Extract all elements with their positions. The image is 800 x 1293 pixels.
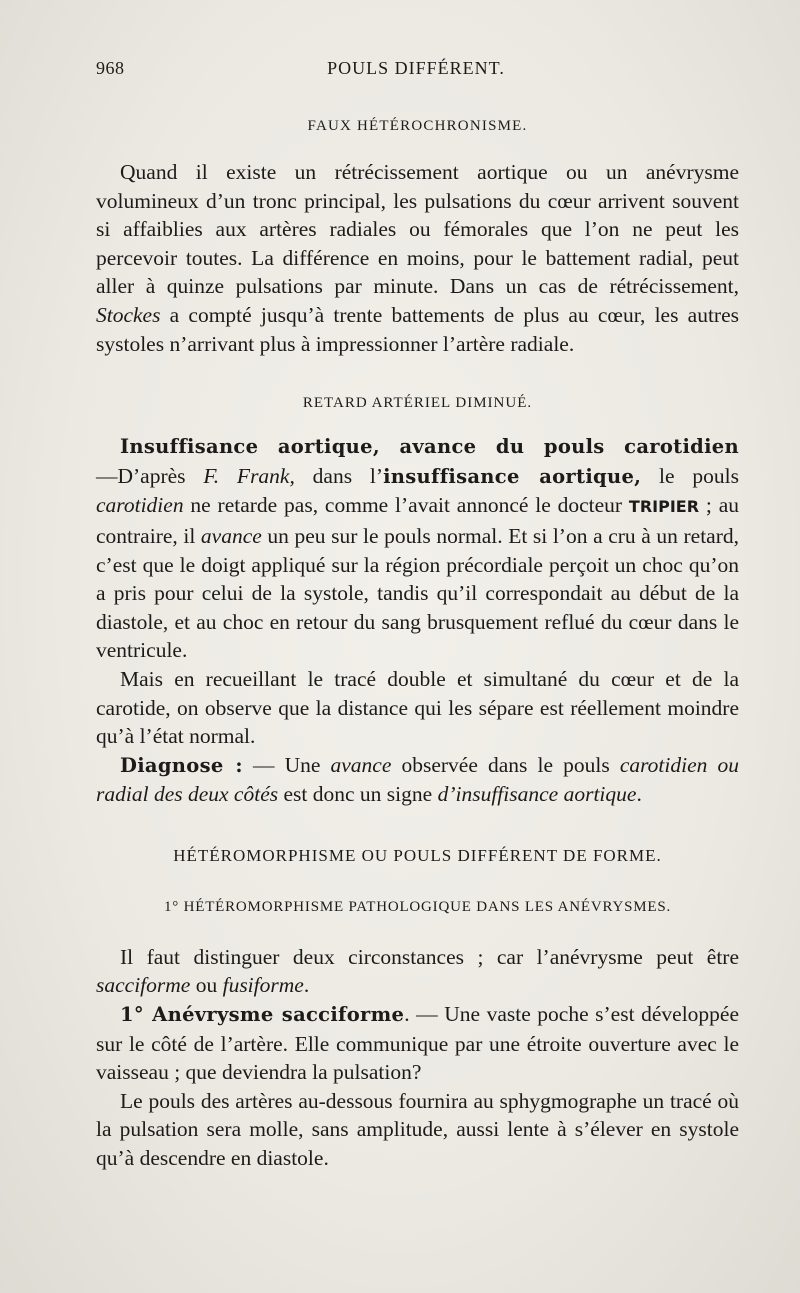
bold-term: 1° Anévrysme sacciforme — [120, 1003, 405, 1027]
italic-term: avance — [330, 752, 392, 777]
paragraph-text: un peu sur le pouls normal. Et si l’on a cru à un retard, c’est que le doigt appliqué sur la région précordiale perçoit un choc qu’on a pris pour celui de la systole, tandis qu’il correspondait au début de la diastole, et au choc en retour du sang brusquement reflué du cœur dans le ventricule. — [96, 523, 740, 663]
page-header — [96, 58, 736, 84]
section-heading-heteromorphisme: HÉTÉROMORPHISME OU POULS DIFFÉRENT DE FORME. — [173, 845, 662, 865]
paragraph: Le pouls des artères au-dessous fournira au sphygmographe un tracé où la pulsation sera molle, sans amplitude, aussi lente à s’élever en systole qu’à descendre en diastole. — [96, 1088, 739, 1171]
italic-term: carotidien — [96, 493, 184, 518]
paragraph-text: Il faut distinguer deux circonstances ; car l’anévrysme peut être — [120, 944, 739, 969]
paragraph-text: . — [636, 782, 642, 807]
paragraph-text: a compté jusqu’à trente battements de plus au cœur, les autres systoles n’arrivant plus à impressionner l’artère radiale. — [96, 302, 739, 356]
paragraph-text: Quand il existe un rétrécissement aortique ou un anévrysme volumineux d’un tronc principal, les pulsations du cœur arrivent souvent si affaiblies aux artères radiales ou fémorales que l’on ne peut les percevoir toutes. La différence en moins, pour le battement radial, peut aller à quinze pulsations par minute. Dans un cas de rétrécissement, — [96, 160, 739, 299]
subsection-heading-text: Insuffisance aortique, avance du pouls carotidien — [120, 435, 739, 459]
bold-term: Diagnose : — [120, 753, 243, 777]
author-name: F. Frank, — [203, 463, 295, 488]
italic-term: d’ — [437, 782, 456, 807]
subsection-heading-anevrysmes: 1° HÉTÉROMORPHISME PATHOLOGIQUE DANS LES ANÉVRYSMES. — [163, 898, 672, 915]
paragraph-text: ; au contraire, il — [96, 493, 739, 548]
paragraph-text: —D’après — [96, 463, 204, 488]
section-heading-faux-heterochronisme: FAUX HÉTÉROCHRONISME. — [307, 118, 528, 134]
page-number: 968 — [96, 58, 125, 78]
page-body — [96, 116, 739, 1173]
paragraph-text: observée dans le pouls — [391, 752, 620, 777]
running-head: POULS DIFFÉRENT. — [327, 58, 505, 78]
italic-term: insuffisance aortique — [455, 782, 637, 807]
paragraph — [96, 751, 739, 809]
subsection-heading — [96, 432, 739, 462]
italic-term: fusiforme — [222, 973, 304, 998]
italic-term: avance — [200, 523, 262, 548]
bold-term: insuffisance aortique, — [383, 464, 642, 488]
paragraph: Mais en recueillant le tracé double et simultané du cœur et de la carotide, on observe que la distance qui les sépare est réellement moindre qu’à l’état normal. — [96, 666, 739, 749]
paragraph-text: est donc un signe — [278, 782, 438, 807]
paragraph-text: . — [303, 973, 310, 998]
italic-term: ou radial des deux côtés — [96, 752, 739, 807]
paragraph-text: ou — [190, 973, 223, 998]
paragraph-text: . — Une vaste poche s’est développée sur le côté de l’artère. Elle communique par une étroite ouverture avec le vaisseau ; que deviendra la pulsation? — [96, 1002, 739, 1085]
paragraph — [96, 943, 739, 1000]
section-heading-retard-arteriel: RETARD ARTÉRIEL DIMINUÉ. — [302, 395, 533, 412]
paragraph-text: — Une — [242, 752, 331, 777]
author-name: TRIPIER — [628, 497, 700, 517]
paragraph-text: ne retarde pas, comme l’avait annoncé le docteur — [183, 493, 629, 518]
paragraph — [96, 462, 739, 665]
paragraph-text: dans l’ — [294, 463, 384, 488]
paragraph — [96, 1000, 739, 1087]
paragraph — [96, 158, 739, 358]
italic-term: carotidien — [619, 752, 708, 777]
author-name: Stockes — [96, 302, 161, 327]
italic-term: sacciforme — [96, 973, 191, 998]
paragraph-text: le pouls — [641, 463, 739, 488]
